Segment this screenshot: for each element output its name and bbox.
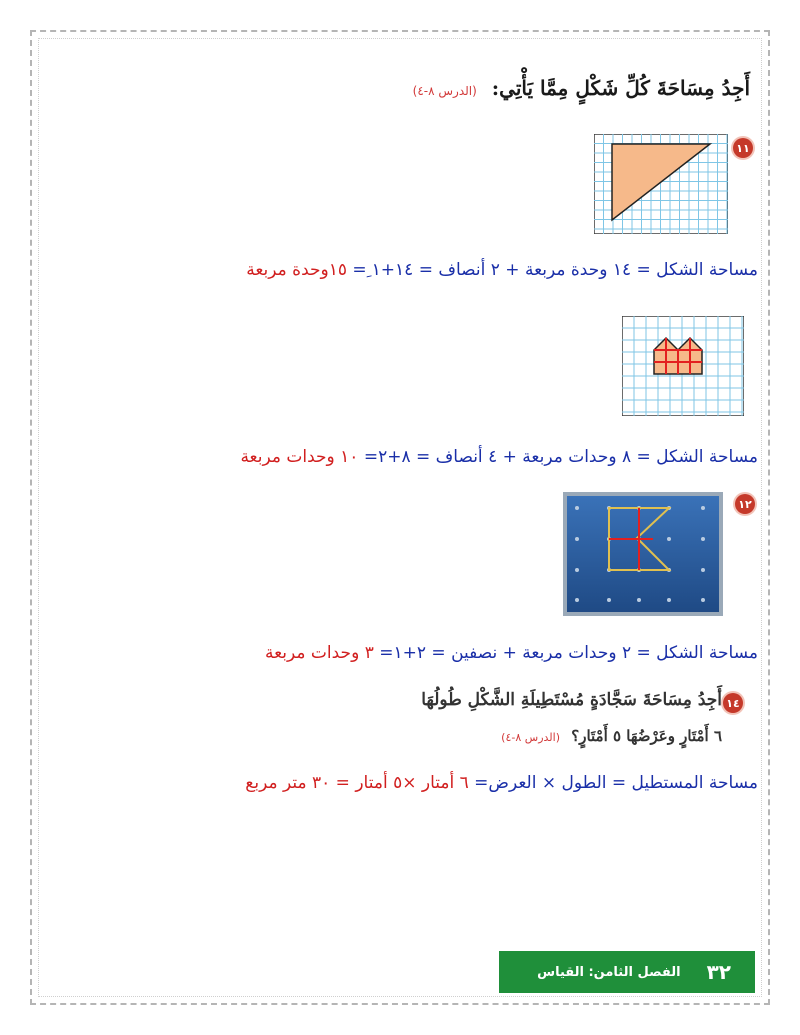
chapter-title: الفصل الثامن: القياس — [537, 964, 681, 980]
triangle-figure — [594, 134, 728, 234]
chapter-footer — [499, 951, 755, 993]
answer-line — [240, 447, 758, 467]
lesson-reference: (الدرس ٨-٤) — [412, 84, 477, 98]
answer-text: مساحة الشكل = ٨ وحدات مربعة + ٤ أنصاف = ٨+٢= — [363, 447, 758, 467]
peg — [667, 598, 671, 602]
peg — [575, 506, 579, 510]
answer-line — [246, 260, 758, 280]
peg — [575, 568, 579, 572]
peg — [701, 568, 705, 572]
question-text-line1: أَجِدُ مِسَاحَةَ سَجَّادَةٍ مُسْتَطِيلَةِ الشَّكْلِ طُولُهَا — [421, 690, 722, 710]
answer-result: ١٠ وحدات مربعة — [240, 447, 359, 467]
question-number-badge: ١١ — [733, 138, 753, 158]
answer-text: مساحة المستطيل = الطول × العرض= — [474, 773, 758, 793]
question-text-line2 — [501, 727, 722, 745]
question-number-badge: ١٤ — [723, 693, 743, 713]
heading-text: أَجِدُ مِسَاحَةَ كُلِّ شَكْلٍ مِمَّا يَأْتِي: — [491, 76, 750, 100]
peg — [575, 537, 579, 541]
answer-text: مساحة الشكل = ٢ وحدات مربعة + نصفين = ٢+١= — [379, 643, 758, 663]
peg — [701, 598, 705, 602]
lesson-reference: (الدرس ٨-٤) — [501, 731, 560, 744]
answer-line — [265, 643, 758, 663]
page-number: ٣٢ — [706, 960, 731, 984]
geoboard — [567, 496, 719, 612]
answer-result: ٦ أمتار ×٥ أمتار = ٣٠ متر مربع — [245, 773, 469, 793]
peg — [701, 506, 705, 510]
peg — [637, 598, 641, 602]
answer-result: ٣ وحدات مربعة — [264, 643, 374, 663]
page-heading — [250, 76, 750, 100]
question-number-badge: ١٢ — [735, 494, 755, 514]
peg — [667, 537, 671, 541]
peg — [701, 537, 705, 541]
question-text: ٦ أَمْتَارٍ وعَرْضُهَا ٥ أَمْتَارٍ؟ — [571, 727, 722, 745]
answer-result: ١٥وحدة مربعة — [246, 260, 347, 280]
peg — [607, 598, 611, 602]
answer-text: مساحة الشكل = ١٤ وحدة مربعة + ٢ أنصاف = ١٤+١ ِ= — [352, 260, 758, 280]
geoboard-figure — [563, 492, 723, 616]
house-figure — [622, 316, 744, 416]
answer-line — [245, 773, 758, 793]
peg — [575, 598, 579, 602]
